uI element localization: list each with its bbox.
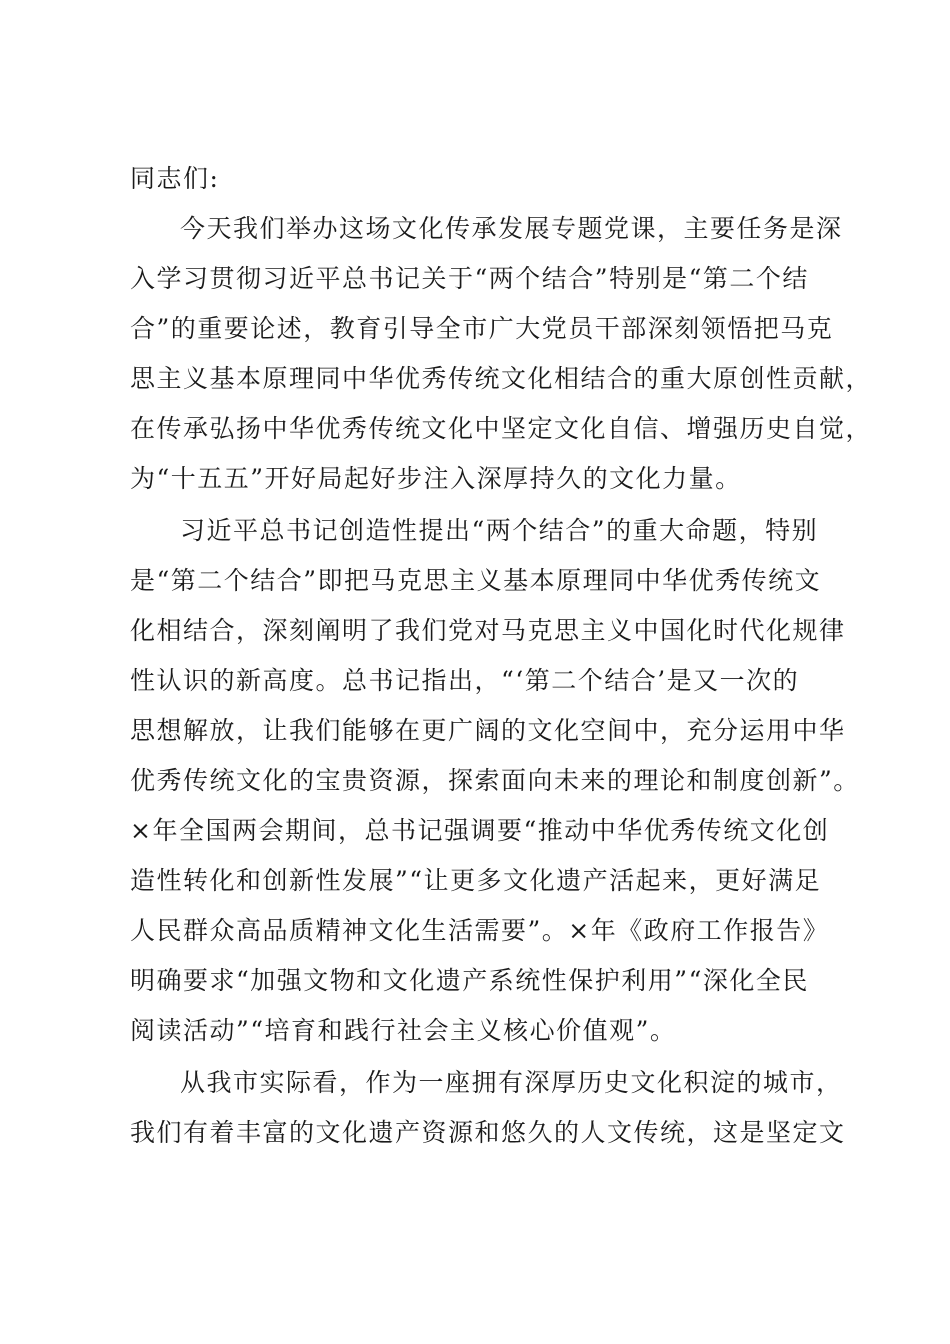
text-line: 为“十五五”开好局起好步注入深厚持久的文化力量。 (130, 464, 742, 493)
text-line: 习近平总书记创造性提出“两个结合”的重大命题，特别 (180, 516, 819, 545)
text-line: ×年全国两会期间，总书记强调要“推动中华优秀传统文化创 (130, 816, 830, 845)
salutation: 同志们: (130, 164, 220, 193)
text-line: 优秀传统文化的宝贵资源，探索面向未来的理论和制度创新”。 (130, 766, 860, 795)
paragraph-3 (130, 1058, 850, 1158)
text-line: 造性转化和创新性发展”“让更多文化遗产活起来，更好满足 (130, 866, 822, 895)
text-line: 性认识的新高度。总书记指出，“‘第二个结合’是又一次的 (130, 666, 800, 695)
text-line: 合”的重要论述，教育引导全市广大党员干部深刻领悟把马克 (130, 314, 834, 343)
text-line: 入学习贯彻习近平总书记关于“两个结合”特别是“第二个结 (130, 264, 809, 293)
text-line: 思想解放，让我们能够在更广阔的文化空间中，充分运用中华 (130, 716, 846, 745)
text-line: 是“第二个结合”即把马克思主义基本原理同中华优秀传统文 (130, 566, 822, 595)
document-body (130, 154, 873, 1158)
text-line: 在传承弘扬中华优秀传统文化中坚定文化自信、增强历史自觉， (130, 414, 873, 443)
paragraph-2 (130, 506, 860, 1056)
paragraph-1 (130, 204, 873, 504)
text-line: 今天我们举办这场文化传承发展专题党课，主要任务是深 (180, 214, 843, 243)
text-line: 从我市实际看，作为一座拥有深厚历史文化积淀的城市， (180, 1068, 843, 1097)
text-line: 我们有着丰富的文化遗产资源和悠久的人文传统，这是坚定文 (130, 1118, 846, 1147)
text-line: 化相结合，深刻阐明了我们党对马克思主义中国化时代化规律 (130, 616, 846, 645)
text-line: 阅读活动”“培育和践行社会主义核心价值观”。 (130, 1016, 677, 1045)
text-line: 人民群众高品质精神文化生活需要”。×年《政府工作报告》 (130, 916, 830, 945)
text-line: 明确要求“加强文物和文化遗产系统性保护利用”“深化全民 (130, 966, 809, 995)
text-line: 思主义基本原理同中华优秀传统文化相结合的重大原创性贡献， (130, 364, 873, 393)
